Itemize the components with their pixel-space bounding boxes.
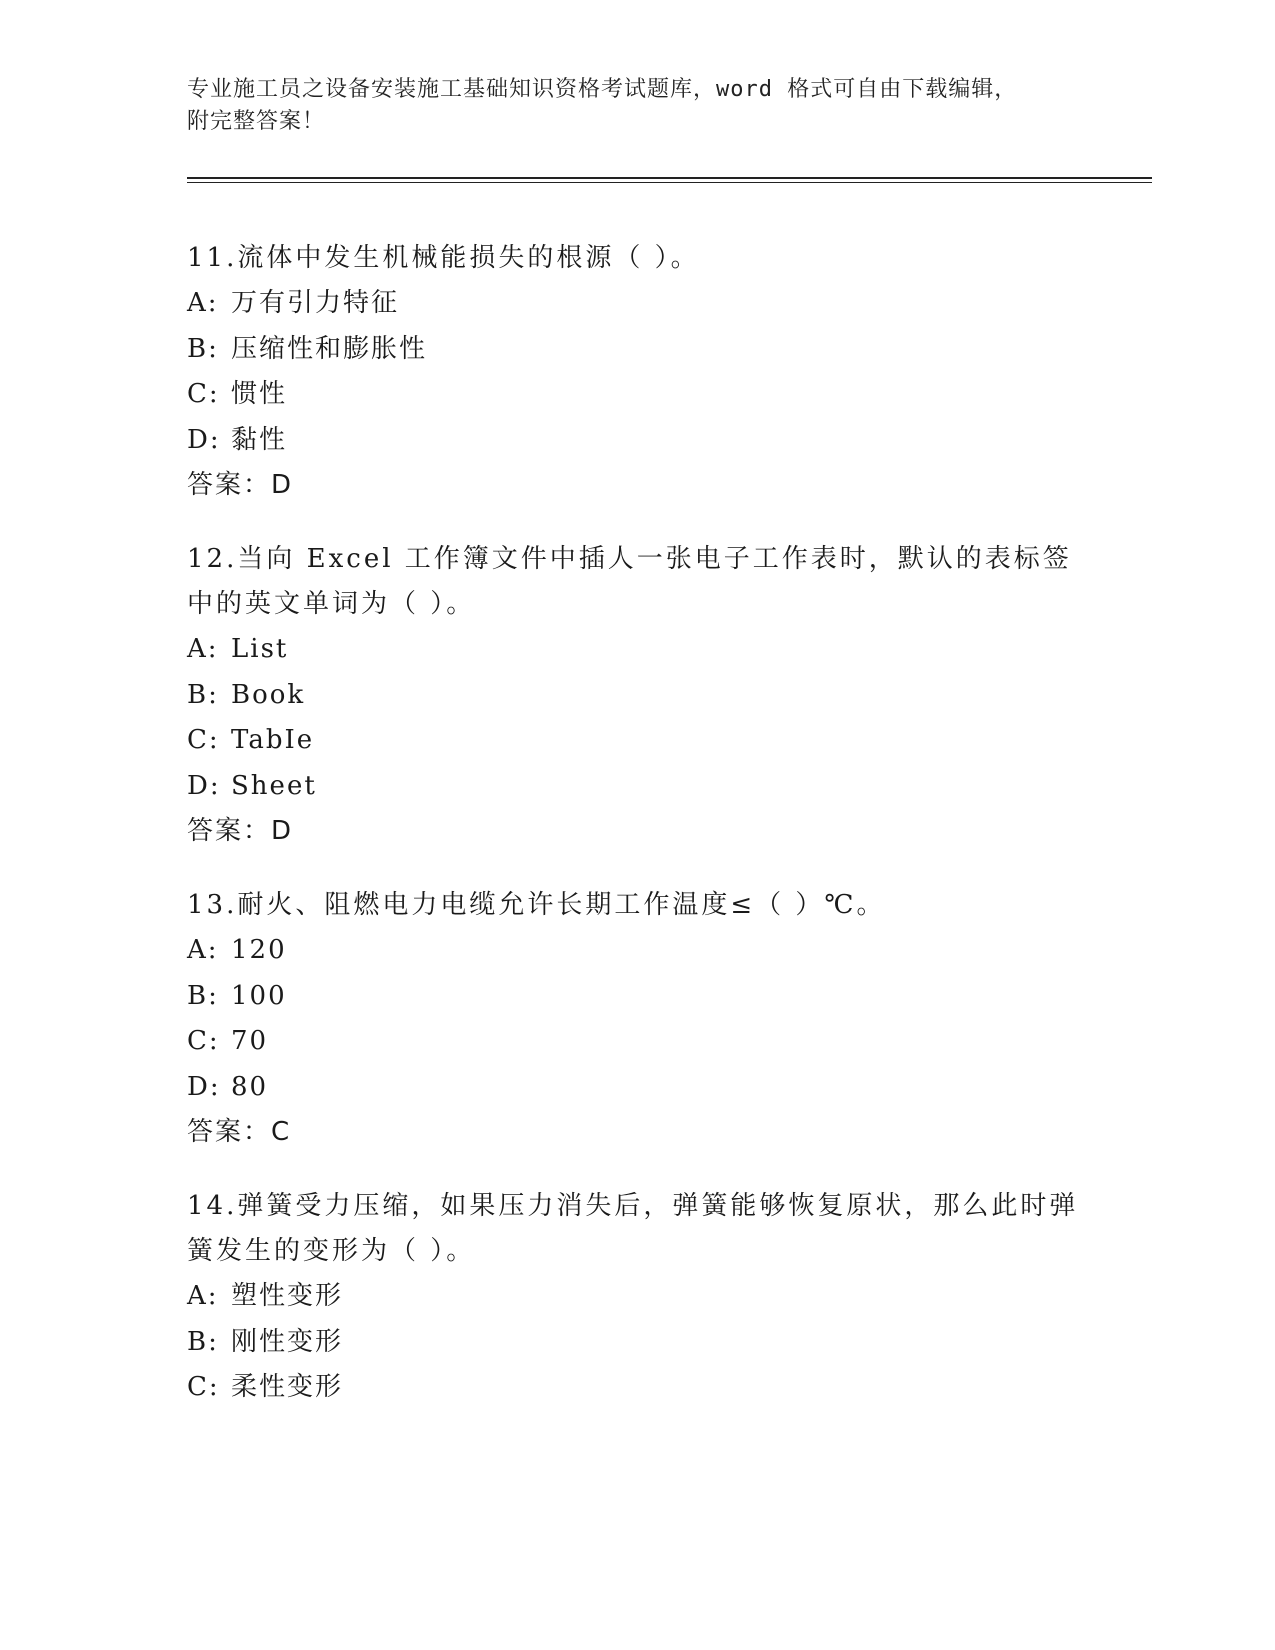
answer-line: 答案：D [187,470,294,500]
header-line-2: 附完整答案！ [187,109,326,134]
option-key: B: [187,1326,219,1357]
option-text: 刚性变形 [231,1326,344,1357]
option-text: Sheet [231,770,317,801]
option-b [187,1320,1087,1366]
option-text: 80 [231,1071,269,1102]
option-key: B: [187,333,219,364]
option-text: 120 [231,935,287,965]
option-c [187,1365,1087,1411]
question-item [187,537,1087,854]
option-a [187,281,1087,327]
option-text: 惯性 [231,379,288,409]
question-stem: 11.流体中发生机械能损失的根源（ ）。 [187,243,700,273]
option-text: 100 [231,980,287,1011]
question-item [187,883,1087,1155]
option-text: 黏性 [231,424,288,455]
option-text: Book [231,679,306,710]
option-key: C: [187,725,220,755]
header-line-1: 专业施工员之设备安装施工基础知识资格考试题库，word 格式可自由下载编辑， [187,77,1018,102]
option-key: C: [187,1026,220,1056]
question-stem: 14.弹簧受力压缩，如果压力消失后，弹簧能够恢复原状，那么此时弹簧发生的变形为（ ）。 [187,1191,1079,1266]
answer-line: 答案：D [187,816,294,846]
option-key: D: [187,1071,221,1102]
question-list [187,236,1087,1440]
question-stem: 12.当向 Excel 工作簿文件中插人一张电子工作表时，默认的表标签中的英文单词为（ ）。 [187,544,1072,619]
option-key: B: [187,679,219,710]
option-d [187,1065,1087,1111]
option-b [187,327,1087,373]
option-b [187,673,1087,719]
option-text: List [231,634,289,664]
header-divider-top [187,177,1152,179]
option-d [187,764,1087,810]
option-c [187,372,1087,418]
question-item [187,236,1087,508]
option-key: B: [187,980,219,1011]
option-d [187,418,1087,464]
option-key: A: [187,288,219,318]
option-key: D: [187,424,221,455]
option-c [187,718,1087,764]
option-text: 万有引力特征 [231,288,400,318]
option-text: 70 [231,1026,269,1056]
option-text: 塑性变形 [231,1281,344,1311]
answer-line: 答案：C [187,1117,292,1147]
option-text: 柔性变形 [231,1372,344,1402]
option-a [187,1274,1087,1320]
option-key: D: [187,770,221,801]
option-a [187,627,1087,673]
question-stem: 13.耐火、阻燃电力电缆允许长期工作温度≤（ ）℃。 [187,890,886,920]
option-key: A: [187,634,219,664]
option-b [187,974,1087,1020]
question-item [187,1184,1087,1411]
document-header [187,74,1067,138]
option-key: A: [187,935,219,965]
option-key: A: [187,1281,219,1311]
option-key: C: [187,379,220,409]
option-text: 压缩性和膨胀性 [231,333,428,364]
option-a [187,928,1087,974]
option-key: C: [187,1372,220,1402]
option-c [187,1019,1087,1065]
header-divider-bottom [187,182,1152,183]
option-text: TabIe [231,725,315,755]
